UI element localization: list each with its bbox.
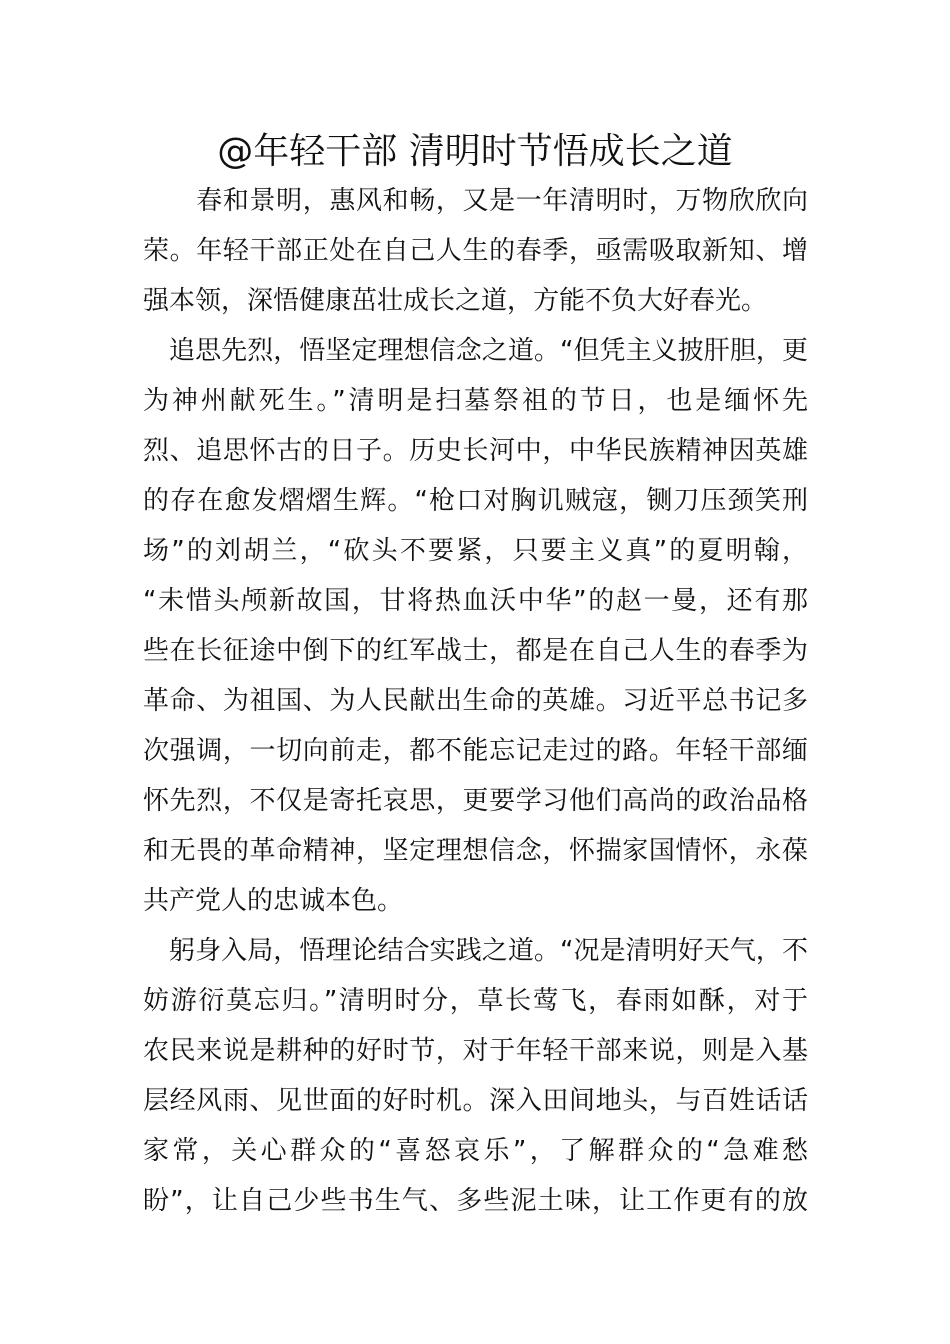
text-line: 盼”，让自己少些书生气、多些泥土味，让工作更有的放 — [143, 1186, 808, 1216]
text-line: 和无畏的革命精神，坚定理想信念，怀揣家国情怀，永葆 — [143, 836, 808, 866]
document-body — [143, 176, 808, 1226]
text-line: 妨游衍莫忘归。”清明时分，草长莺飞，春雨如酥，对于 — [143, 986, 808, 1016]
text-line: 革命、为祖国、为人民献出生命的英雄。习近平总书记多 — [143, 686, 808, 716]
text-line: 场”的刘胡兰，“砍头不要紧，只要主义真”的夏明翰， — [143, 536, 808, 566]
text-line: 春和景明，惠风和畅，又是一年清明时，万物欣欣向 — [143, 186, 808, 216]
text-line: “未惜头颅新故国，甘将热血沃中华”的赵一曼，还有那 — [143, 586, 808, 616]
text-line: 共产党人的忠诚本色。 — [143, 886, 404, 916]
text-line: 家常，关心群众的“喜怒哀乐”，了解群众的“急难愁 — [143, 1136, 808, 1166]
text-line: 次强调，一切向前走，都不能忘记走过的路。年轻干部缅 — [143, 736, 808, 766]
text-line: 怀先烈，不仅是寄托哀思，更要学习他们高尚的政治品格 — [143, 786, 808, 816]
paragraph — [143, 326, 808, 926]
text-line: 强本领，深悟健康茁壮成长之道，方能不负大好春光。 — [143, 286, 768, 316]
text-line: 为神州献死生。”清明是扫墓祭祖的节日，也是缅怀先 — [143, 386, 808, 416]
paragraph — [143, 176, 808, 326]
text-line: 烈、追思怀古的日子。历史长河中，中华民族精神因英雄 — [143, 436, 808, 466]
paragraph — [143, 926, 808, 1226]
text-line: 追思先烈，悟坚定理想信念之道。“但凭主义披肝胆，更 — [143, 336, 808, 366]
text-line: 荣。年轻干部正处在自己人生的春季，亟需吸取新知、增 — [143, 236, 808, 266]
text-line: 躬身入局，悟理论结合实践之道。“况是清明好天气，不 — [143, 936, 808, 966]
text-line: 层经风雨、见世面的好时机。深入田间地头，与百姓话话 — [143, 1086, 808, 1116]
text-line: 些在长征途中倒下的红军战士，都是在自己人生的春季为 — [143, 636, 808, 666]
text-line: 的存在愈发熠熠生辉。“枪口对胸讥贼寇，铡刀压颈笑刑 — [143, 486, 808, 516]
document-title: @年轻干部 清明时节悟成长之道 — [217, 131, 733, 172]
text-line: 农民来说是耕种的好时节，对于年轻干部来说，则是入基 — [143, 1036, 808, 1066]
